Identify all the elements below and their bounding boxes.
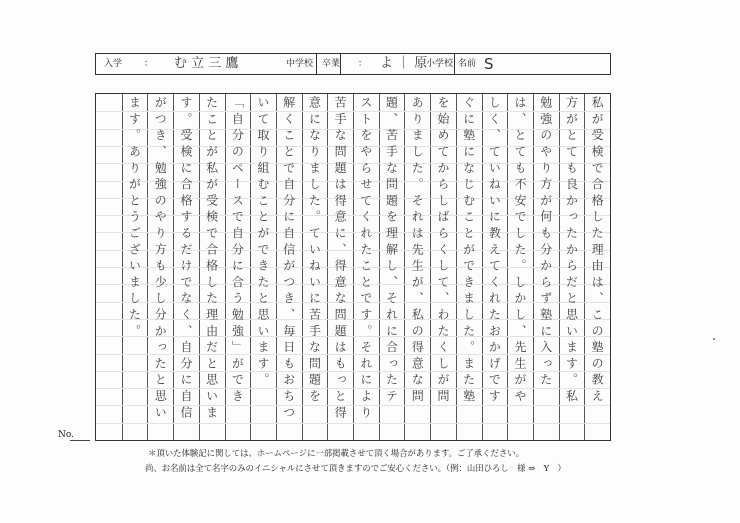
grid-row-divider: [96, 267, 610, 268]
grid-row-divider: [96, 371, 610, 372]
essay-column: しく、ていねいに教えてくれたおかげです: [487, 96, 502, 406]
page-number-label: No.: [58, 430, 74, 440]
grid-row-divider: [96, 336, 610, 337]
footer-note-1: ＊頂いた体験記に関しては、ホームページに一部掲載させて頂く場合があります。ご了承ください。: [148, 448, 525, 458]
junior-high-label: 中学校: [286, 59, 314, 69]
essay-column: 方がとても良かったからだと思います。私: [564, 96, 579, 406]
grid-row-divider: [96, 181, 610, 182]
grid-row-divider: [96, 232, 610, 233]
essay-column: ストをやらせてくれたことです。それにより: [358, 96, 373, 422]
grid-row-divider: [96, 423, 610, 424]
grid-row-divider: [96, 198, 610, 199]
essay-column: 苦手な問題は得意に、得意な問題はもっと得: [333, 96, 348, 422]
entrance-label: 入学: [104, 59, 123, 69]
essay-column: す。受検に合格するだけでなく、自分に自信: [178, 96, 193, 422]
essay-column: 私が受検で合格した理由は、この塾の教え: [590, 96, 605, 406]
grid-row-divider: [96, 388, 610, 389]
manuscript-grid: [95, 93, 611, 441]
essay-column: ます。ありがとうございました。: [127, 96, 142, 341]
essay-column: は、とても不安でした。しかし、先生がや: [513, 96, 528, 406]
grid-row-divider: [96, 146, 610, 147]
grid-row-divider: [96, 250, 610, 251]
grid-row-divider: [96, 405, 610, 406]
graduated-school-value: よ ｜ 原: [380, 56, 428, 71]
essay-column: ありました。それは先生が、私の得意な問: [410, 96, 425, 406]
grid-row-divider: [96, 354, 610, 355]
colon: ：: [358, 59, 368, 69]
essay-column: 解くことで自分に自信がつき、毎日もおちつ: [281, 96, 296, 422]
essay-column: 「自分のペースで自分に合う勉強」ができ: [230, 96, 245, 406]
name-value: S: [484, 55, 494, 73]
entrance-school-value: む 立 三 鷹: [174, 56, 239, 71]
colon: ：: [144, 59, 154, 69]
essay-column: 意になりました。ていねいに苦手な問題を: [307, 96, 322, 406]
elementary-label: 小学校: [426, 59, 454, 69]
grid-row-divider: [96, 302, 610, 303]
grid-row-divider: [96, 163, 610, 164]
grid-row-divider: [96, 129, 610, 130]
header-table: [95, 53, 611, 75]
grid-row-divider: [96, 284, 610, 285]
graduated-label: 卒業: [322, 59, 341, 69]
essay-column: たことが私が受検で合格した理由だと思いま: [204, 96, 219, 422]
essay-column: いて取り組むことができたと思います。: [256, 96, 271, 390]
essay-column: 勉強のやり方が何も分からず塾に入った: [538, 96, 553, 390]
grid-row-divider: [96, 215, 610, 216]
essay-column: ぐに塾になじむことができました。また塾: [461, 96, 476, 406]
essay-column: を始めてからしばらくして、わたくしが問: [435, 96, 450, 406]
grid-row-divider: [96, 111, 610, 112]
footer-note-2: 尚、お名前は全て名字のみのイニシャルにさせて頂きますのでご安心ください。（例：山田ひろし 様 ⇒ Y ）: [145, 463, 566, 473]
grid-row-divider: [96, 319, 610, 320]
stray-mark: [713, 338, 715, 340]
essay-column: 題、苦手な問題を理解し、それに合ったテ: [384, 96, 399, 406]
page-number-line: [70, 440, 90, 441]
essay-column: がつき、勉強のやり方も少し分かったと思い: [153, 96, 168, 422]
name-label: 名前: [458, 59, 477, 69]
